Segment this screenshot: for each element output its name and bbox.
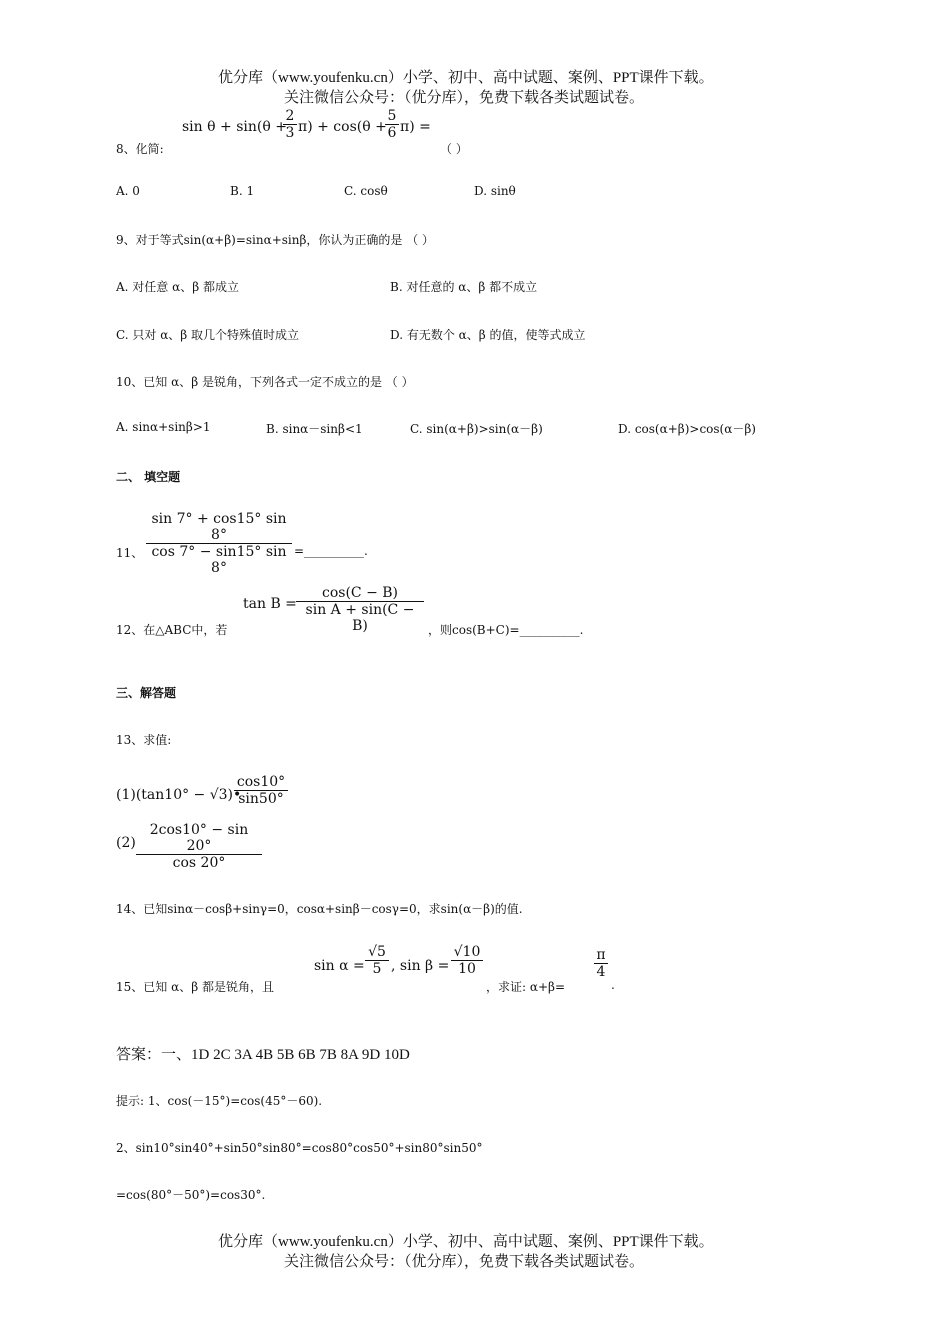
- q9-option-d: D. 有无数个 α、β 的值，使等式成立: [390, 328, 586, 342]
- q8-frac2-den: 6: [387, 125, 397, 141]
- q11-denominator: cos 7° − sin15° sin 8°: [151, 544, 287, 576]
- q12-denominator: sin A + sin(C − B): [305, 602, 415, 634]
- q13-part2-fraction: [136, 822, 262, 871]
- q8-option-a: A. 0: [116, 184, 140, 198]
- q13-part1-numerator: cos10°: [236, 774, 286, 790]
- q15-end: .: [611, 978, 615, 992]
- q12-numerator: cos(C − B): [321, 585, 398, 601]
- q12-lhs: tan B =: [243, 596, 297, 612]
- q13-part2-prefix: (2): [116, 835, 136, 851]
- q15-frac1-den: 5: [372, 961, 382, 977]
- answer-key: 答案：一、1D 2C 3A 4B 5B 6B 7B 8A 9D 10D: [116, 1047, 410, 1063]
- q9-stem: 9、对于等式sin(α+β)=sinα+sinβ，你认为正确的是 （ ）: [116, 233, 435, 247]
- q8-option-c: C. cosθ: [344, 184, 388, 198]
- q15-frac3-den: 4: [596, 964, 606, 980]
- q10-stem: 10、已知 α、β 是锐角，下列各式一定不成立的是 （ ）: [116, 375, 414, 389]
- q11-fraction: [146, 511, 292, 576]
- q8-label: 8、化简:: [116, 142, 164, 156]
- q8-frac2-num: 5: [387, 108, 397, 124]
- q13-part2-numerator: 2cos10° − sin 20°: [149, 822, 249, 854]
- q15-frac3-num: π: [596, 947, 606, 963]
- q13-part2-denominator: cos 20°: [172, 855, 226, 871]
- q15-mid: ，求证: α+β=: [486, 980, 566, 994]
- q15-frac1-num: √5: [368, 944, 386, 960]
- q8-fraction-2: [385, 108, 399, 141]
- q8-option-d: D. sinθ: [474, 184, 516, 198]
- q15-formula-2-prefix: , sin β =: [391, 958, 450, 974]
- q9-option-b: B. 对任意的 α、β 都不成立: [390, 280, 538, 294]
- q15-fraction-3: [594, 947, 608, 980]
- q15-fraction-2: [451, 944, 483, 977]
- q8-formula-prefix: sin θ + sin(θ +: [182, 119, 287, 135]
- q11-label: 11、: [116, 546, 144, 560]
- q15-formula-1-prefix: sin α =: [314, 958, 365, 974]
- q8-paren: （ ）: [440, 142, 468, 156]
- q8-frac1-den: 3: [285, 125, 295, 141]
- q12-fraction: [296, 585, 424, 634]
- q11-blank: =__________.: [294, 544, 368, 558]
- q10-option-a: A. sinα+sinβ>1: [116, 420, 211, 434]
- footer-line-2: 关注微信公众号：（优分库），免费下载各类试题试卷。: [284, 1254, 645, 1270]
- q13-part1-prefix: (1)(tan10° − √3)•: [116, 787, 242, 803]
- q13-part1-fraction: [234, 774, 288, 807]
- q15-frac2-num: √10: [453, 944, 481, 960]
- q8-formula-suffix: π) =: [400, 119, 431, 135]
- q13-label: 13、求值:: [116, 733, 172, 747]
- q14-stem: 14、已知sinα－cosβ+sinγ=0，cosα+sinβ－cosγ=0，求sin(α－β)的值.: [116, 902, 523, 916]
- q8-fraction-1: [283, 108, 297, 141]
- q10-option-d: D. cos(α+β)>cos(α－β): [618, 422, 756, 436]
- section-2-title: 二、 填空题: [116, 470, 181, 484]
- section-3-title: 三、解答题: [116, 686, 177, 700]
- hint-3: =cos(80°－50°)=cos30°.: [116, 1188, 266, 1202]
- q8-option-b: B. 1: [230, 184, 255, 198]
- q8-formula-mid: π) + cos(θ +: [298, 119, 387, 135]
- q15-frac2-den: 10: [458, 961, 476, 977]
- hint-1: 提示: 1、cos(－15°)=cos(45°－60).: [116, 1094, 323, 1108]
- q10-option-b: B. sinα－sinβ<1: [266, 422, 363, 436]
- q10-option-c: C. sin(α+β)>sin(α－β): [410, 422, 543, 436]
- header-line-2: 关注微信公众号：（优分库），免费下载各类试题试卷。: [284, 90, 645, 106]
- header-line-1: 优分库（www.youfenku.cn）小学、初中、高中试题、案例、PPT课件下载。: [218, 70, 714, 86]
- q13-part1-denominator: sin50°: [238, 791, 284, 807]
- footer-line-1: 优分库（www.youfenku.cn）小学、初中、高中试题、案例、PPT课件下载。: [218, 1234, 714, 1250]
- q9-option-a: A. 对任意 α、β 都成立: [116, 280, 239, 294]
- q12-label: 12、在△ABC中，若: [116, 623, 228, 637]
- q12-tail: ，则cos(B+C)=__________.: [428, 623, 584, 637]
- q15-fraction-1: [365, 944, 389, 977]
- q8-frac1-num: 2: [285, 108, 295, 124]
- q9-option-c: C. 只对 α、β 取几个特殊值时成立: [116, 328, 300, 342]
- hint-2: 2、sin10°sin40°+sin50°sin80°=cos80°cos50°+sin80°sin50°: [116, 1141, 483, 1155]
- q15-label: 15、已知 α、β 都是锐角，且: [116, 980, 274, 994]
- q11-numerator: sin 7° + cos15° sin 8°: [151, 511, 287, 543]
